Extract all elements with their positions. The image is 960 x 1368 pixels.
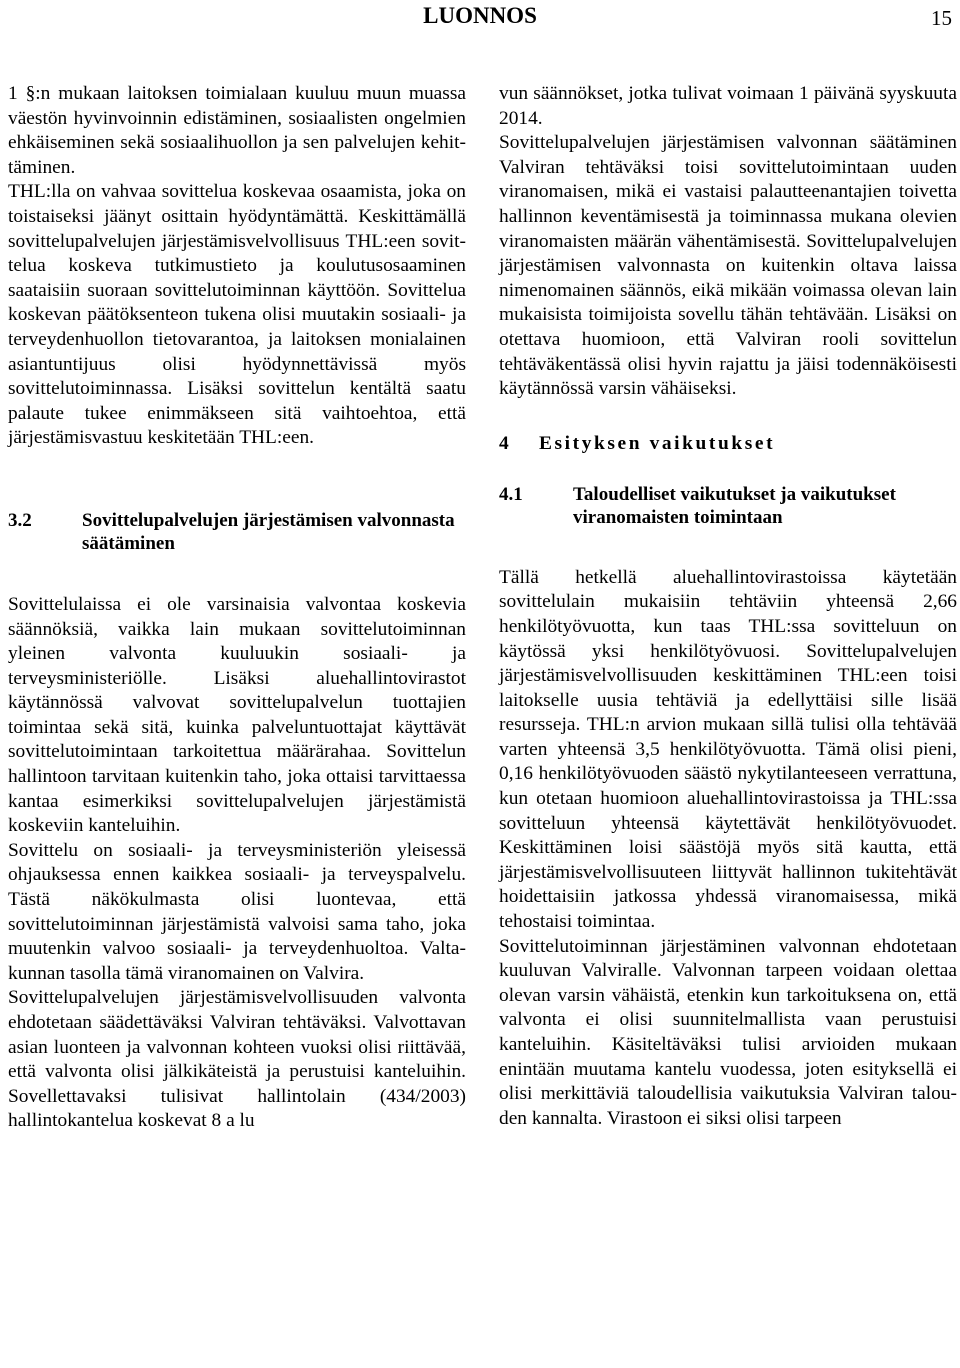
paragraph: 1 §:n mukaan laitoksen toimialaan kuuluu muun muassa väestön hyvinvoinnin edistäminen, sosiaalisten ongelmien ehkäiseminen sekä sosiaalihuollon ja sen palvelujen kehittäminen. [8,83,466,178]
left-column [8,82,466,1134]
running-header [0,2,960,32]
paragraph: vun säännökset, jotka tulivat voimaan 1 päivänä syyskuuta 2014. [499,83,957,129]
draft-label: LUONNOS [423,3,537,28]
paragraph: THL:lla on vahvaa sovittelua koskevaa osaamista, joka on toistaiseksi jäänyt osittain hyödyntämättä. Keskittämällä sovittelupalvelujen järjestämisvelvollisuus THL:een sovittelua koskeva tutkimustieto ja koulutusosaaminen saataisiin suoraan sovittelutoiminnan käyttöön. Sovittelua koskevan päätöksenteon tukena olisi muutakin sosiaali- ja terveydenhuollon tietovarantoa, ja laitoksen monialainen asiantuntijuus olisi hyödynnettävissä myös sovittelutoiminnassa. Lisäksi sovittelun kentältä saatu palaute tukee enimmäkseen sitä vaihtoehtoa, että järjestämisvastuu keskitetään THL:een. [8,181,466,449]
paragraph: Sovittelupalvelujen järjestämisen valvonnan säätäminen Valviran tehtäväksi toisi sovittelutoimintaan uuden viranomaisen, mikä ei vastaisi palautteenantajien toivetta hallinnon keventämisestä ja toiminnassa mukana olevien viranomaisten määrän vähentämisestä. Sovittelupalvelujen järjestämisen valvonnasta on kuitenkin oltava laissa nimenomainen säännös, eikä mikään voimassa olevan lain mukaisista toimijoista sovellu tähän tehtävään. Lisäksi on otettava huomioon, että Valviran rooli sovittelun tehtäväkentässä olisi hyvin rajattu ja jäisi todennäköisesti käytännössä varsin vähäiseksi. [499,132,957,400]
chapter-heading-4 [499,431,957,457]
paragraph: Sovittelu on sosiaali- ja terveysministeriön yleisessä ohjauksessa ennen kaikkea sosiaali- ja terveyspalvelu. Tästä näkökulmasta olisi luontevaa, että sovittelutoiminnan järjestämistä valvoisi sama taho, joka muutenkin valvoo sosiaali- ja terveydenhuoltoa. Valtakunnan tasolla tämä viranomainen on Valvira. [8,839,466,984]
chapter-number: 4 [499,432,512,454]
section-title: Taloudelliset vaikutukset ja vaikutukset viranomaisten toimintaan [573,483,896,528]
section-number: 4.1 [499,483,523,505]
section-number: 3.2 [8,509,32,531]
paragraph: Tällä hetkellä aluehallintovirastoissa käytetään sovittelulain mukaisiin tehtäviin yhteensä 2,66 henkilötyövuotta, kun taas THL:ssa sovitteluun on käytössä yksi henkilötyövuosi. Sovittelupalvelujen järjestämisvelvollisuuden keskittäminen THL:een toisi laitokselle uusia tehtäviä ja edellyttäisi sille lisää resursseja. THL:n arvion mukaan sillä tulisi olla tehtävää varten yhteensä 3,5 henkilötyövuotta. Tämä olisi pieni, 0,16 henkilötyövuoden säästö nykytilanteeseen verrattuna, kun otetaan huomioon aluehallintovirastoissa ja THL:ssa sovitteluun yhteensä käytettävät henkilötyövuodet. Keskittäminen loisi säästöjä myös sitä kautta, että järjestämisvelvollisuuteen liittyvät hallinnon tukitehtävät hoidettaisiin jatkossa yhdessä viranomaisessa, mikä tehostaisi toimintaa. [499,566,957,933]
paragraph: Sovittelupalvelujen järjestämisvelvollisuuden valvonta ehdotetaan säädettäväksi Valviran tehtäväksi. Valvottavan asian luonteen ja valvonnan kohteen vuoksi olisi riittävää, että valvonta olisi jälkikäteistä ja perustuisi kanteluihin. Sovellettavaksi tulisivat hallintolain (434/2003) hallintokantelua koskevat 8 a lu [8,987,466,1132]
section-heading-3-2 [8,509,466,555]
paragraph: Sovittelulaissa ei ole varsinaisia valvontaa koskevia säännöksiä, vaikka lain mukaan sovittelutoiminnan yleinen valvonta kuuluukin sosiaali- ja terveysministeriölle. Lisäksi aluehallintovirastot käytännössä valvovat sovittelupalvelun tuottajien toimintaa sekä sitä, kuinka palveluntuottajat käyttävät sovittelutoimintaan tarkoitettua määrärahaa. Sovittelun hallintoon tarvitaan kuitenkin taho, joka ottaisi tarvittaessa kantaa esimerkiksi sovittelupalvelujen järjestämistä koskeviin kanteluihin. [8,593,466,837]
right-column [499,82,957,1131]
page-number: 15 [931,6,952,30]
paragraph: Sovittelutoiminnan järjestäminen valvonnan ehdotetaan kuuluvan Valviralle. Valvonnan tarpeen voidaan olettaa olevan varsin vähäistä, etenkin kun tarkoituksena on, että valvonta ei olisi suunnitelmallista vaan perustuisi kanteluihin. Käsiteltäväksi tulisi arvioiden mukaan enintään muutama kantelu vuodessa, joten esityksellä ei olisi merkittäviä taloudellisia vaikutuksia Valviran talouden kannalta. Virastoon ei siksi olisi tarpeen [499,935,957,1129]
section-heading-4-1 [499,483,957,529]
chapter-title: Esityksen vaikutukset [539,432,776,454]
section-title: Sovittelupalvelujen järjestämisen valvonnasta säätäminen [82,509,455,554]
